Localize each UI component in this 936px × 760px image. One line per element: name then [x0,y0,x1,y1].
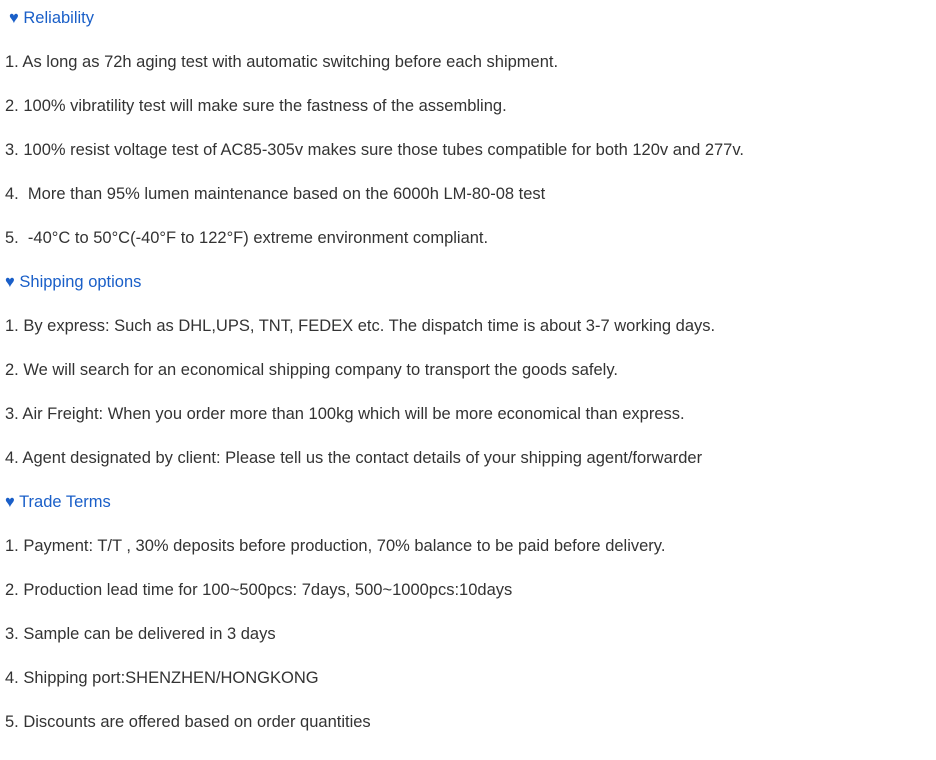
section-title: Reliability [23,9,94,27]
section-heading-reliability [0,7,936,51]
list-item: 3. Air Freight: When you order more than 100kg which will be more economical than express. [5,405,685,423]
list-item: 4. More than 95% lumen maintenance based on the 6000h LM-80-08 test [5,185,546,203]
list-item: 3. 100% resist voltage test of AC85-305v makes sure those tubes compatible for both 120v and 277v. [5,141,744,159]
heart-icon: ♥ [5,493,15,511]
section-title: Trade Terms [19,493,111,511]
list-item: 4. Agent designated by client: Please tell us the contact details of your shipping agent/forwarder [5,449,703,467]
section-title: Shipping options [19,273,142,291]
list-item: 5. Discounts are offered based on order quantities [5,713,371,731]
list-item: 2. Production lead time for 100~500pcs: 7days, 500~1000pcs:10days [5,581,513,599]
list-item: 2. 100% vibratility test will make sure the fastness of the assembling. [5,97,507,115]
list-item: 5. -40°C to 50°C(-40°F to 122°F) extreme environment compliant. [5,229,489,247]
section-heading-shipping-options [0,271,936,315]
list-item: 1. Payment: T/T , 30% deposits before production, 70% balance to be paid before delivery. [5,537,666,555]
heart-icon: ♥ [5,273,15,291]
list-item: 1. By express: Such as DHL,UPS, TNT, FEDEX etc. The dispatch time is about 3-7 working days. [5,317,716,335]
section-heading-trade-terms [0,491,936,535]
list-item: 3. Sample can be delivered in 3 days [5,625,276,643]
list-item: 2. We will search for an economical shipping company to transport the goods safely. [5,361,618,379]
heart-icon: ♥ [9,9,19,27]
list-item: 1. As long as 72h aging test with automatic switching before each shipment. [5,53,559,71]
list-item: 4. Shipping port:SHENZHEN/HONGKONG [5,669,319,687]
